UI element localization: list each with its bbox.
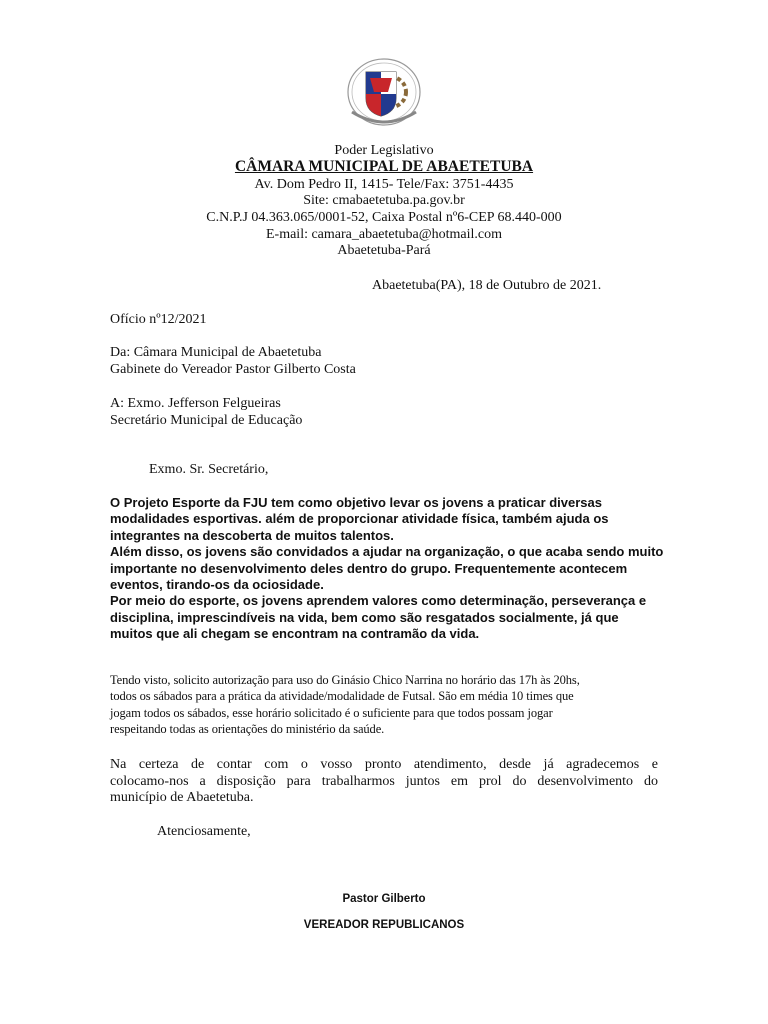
bold-line: O Projeto Esporte da FJU tem como objetivo levar os jovens a praticar diversas (110, 495, 603, 510)
bold-line: importante no desenvolvimento deles dentro do grupo. Frequentemente acontecem (110, 560, 628, 576)
bold-line: eventos, tirando-os da ociosidade. (110, 577, 324, 593)
from-line1: Da: Câmara Municipal de Abaetetuba (110, 345, 322, 360)
request-line: jogam todos os sábados, esse horário solicitado é o suficiente para que todos possam jogar (110, 705, 553, 720)
header-title: CÂMARA MUNICIPAL DE ABAETETUBA (234, 158, 534, 175)
request-paragraph (110, 672, 670, 738)
header-address: Av. Dom Pedro II, 1415- Tele/Fax: 3751-4435 (254, 177, 514, 192)
bold-paragraph (110, 495, 670, 643)
sign-off: Atenciosamente, (157, 824, 251, 839)
salutation: Exmo. Sr. Secretário, (149, 462, 269, 477)
closing-line: Na certeza de contar com o vosso pronto atendimento, desde já agradecemos e (110, 757, 658, 772)
bold-line: muitos que ali chegam se encontram na contramão da vida. (110, 626, 480, 642)
signer-title: VEREADOR REPUBLICANOS (303, 919, 465, 931)
closing-paragraph (110, 757, 658, 807)
header-email: E-mail: camara_abaetetuba@hotmail.com (265, 227, 502, 242)
bold-line: Além disso, os jovens são convidados a ajudar na organização, o que acaba sendo muito (110, 544, 664, 560)
to-line2: Secretário Municipal de Educação (110, 413, 303, 428)
letter-number: Ofício nº12/2021 (110, 312, 207, 327)
bold-line: modalidades esportivas. além de proporcionar atividade física, também ajuda os (110, 511, 609, 527)
municipal-seal-icon (344, 56, 424, 132)
closing-line: colocamo-nos a disposição para trabalharmos juntos em prol do desenvolvimento do (110, 773, 658, 789)
letter-date: Abaetetuba(PA), 18 de Outubro de 2021. (372, 278, 602, 293)
header-site: Site: cmabaetetuba.pa.gov.br (303, 193, 465, 208)
from-line2: Gabinete do Vereador Pastor Gilberto Costa (110, 362, 356, 377)
header-line1: Poder Legislativo (334, 143, 434, 158)
header-cnpj: C.N.P.J 04.363.065/0001-52, Caixa Postal nº6-CEP 68.440-000 (206, 210, 562, 225)
signer-name: Pastor Gilberto (342, 893, 426, 905)
bold-line: integrantes na descoberta de muitos talentos. (110, 527, 394, 543)
bold-line: disciplina, imprescindíveis na vida, bem como são resgatados socialmente, já que (110, 609, 619, 625)
request-line: respeitando todas as orientações do ministério da saúde. (110, 722, 385, 737)
request-line: todos os sábados para a prática da atividade/modalidade de Futsal. São em média 10 times que (110, 689, 574, 704)
to-line1: A: Exmo. Jefferson Felgueiras (110, 396, 281, 411)
bold-line: Por meio do esporte, os jovens aprendem valores como determinação, perseverança e (110, 593, 647, 609)
request-line: Tendo visto, solicito autorização para uso do Ginásio Chico Narrina no horário das 17h às 20hs, (110, 673, 580, 687)
closing-line: município de Abaetetuba. (110, 790, 254, 805)
header-city: Abaetetuba-Pará (337, 243, 431, 258)
